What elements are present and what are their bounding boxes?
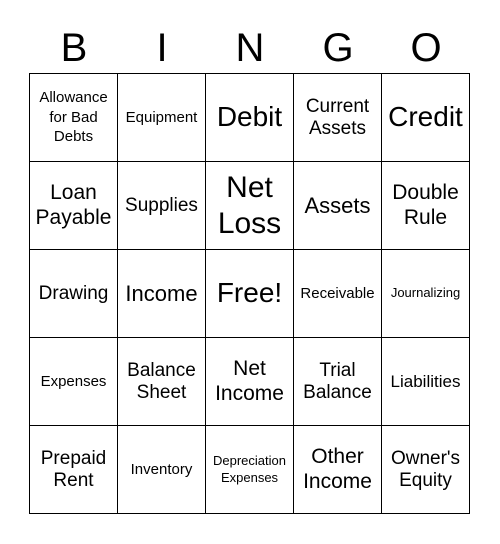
bingo-cell[interactable]: Equipment	[118, 74, 206, 162]
header-letter-n: N	[235, 26, 265, 70]
bingo-cell[interactable]: Other Income	[294, 426, 382, 514]
bingo-cell[interactable]: Trial Balance	[294, 338, 382, 426]
bingo-cell[interactable]: Balance Sheet	[118, 338, 206, 426]
bingo-cell[interactable]: Net Loss	[206, 162, 294, 250]
bingo-cell[interactable]: Journalizing	[382, 250, 470, 338]
bingo-cell[interactable]: Owner's Equity	[382, 426, 470, 514]
header-letter-i: I	[156, 26, 168, 70]
bingo-cell[interactable]: Receivable	[294, 250, 382, 338]
bingo-cell[interactable]: Net Income	[206, 338, 294, 426]
bingo-cell[interactable]: Expenses	[30, 338, 118, 426]
bingo-cell[interactable]: Depreciation Expenses	[206, 426, 294, 514]
header-letter-o: O	[410, 26, 442, 70]
bingo-cell[interactable]: Debit	[206, 74, 294, 162]
bingo-cell[interactable]: Inventory	[118, 426, 206, 514]
bingo-cell[interactable]: Liabilities	[382, 338, 470, 426]
header-letter-g: G	[322, 26, 354, 70]
bingo-cell[interactable]: Credit	[382, 74, 470, 162]
bingo-cell[interactable]: Supplies	[118, 162, 206, 250]
bingo-card-grid	[29, 73, 470, 514]
bingo-cell[interactable]: Current Assets	[294, 74, 382, 162]
bingo-cell[interactable]: Prepaid Rent	[30, 426, 118, 514]
free-space-cell[interactable]: Free!	[206, 250, 294, 338]
bingo-cell[interactable]: Drawing	[30, 250, 118, 338]
header-letter-b: B	[60, 26, 88, 70]
bingo-cell[interactable]: Loan Payable	[30, 162, 118, 250]
bingo-cell[interactable]: Income	[118, 250, 206, 338]
bingo-cell[interactable]: Assets	[294, 162, 382, 250]
bingo-cell[interactable]: Allowance for Bad Debts	[30, 74, 118, 162]
bingo-cell[interactable]: Double Rule	[382, 162, 470, 250]
bingo-header	[30, 20, 470, 76]
